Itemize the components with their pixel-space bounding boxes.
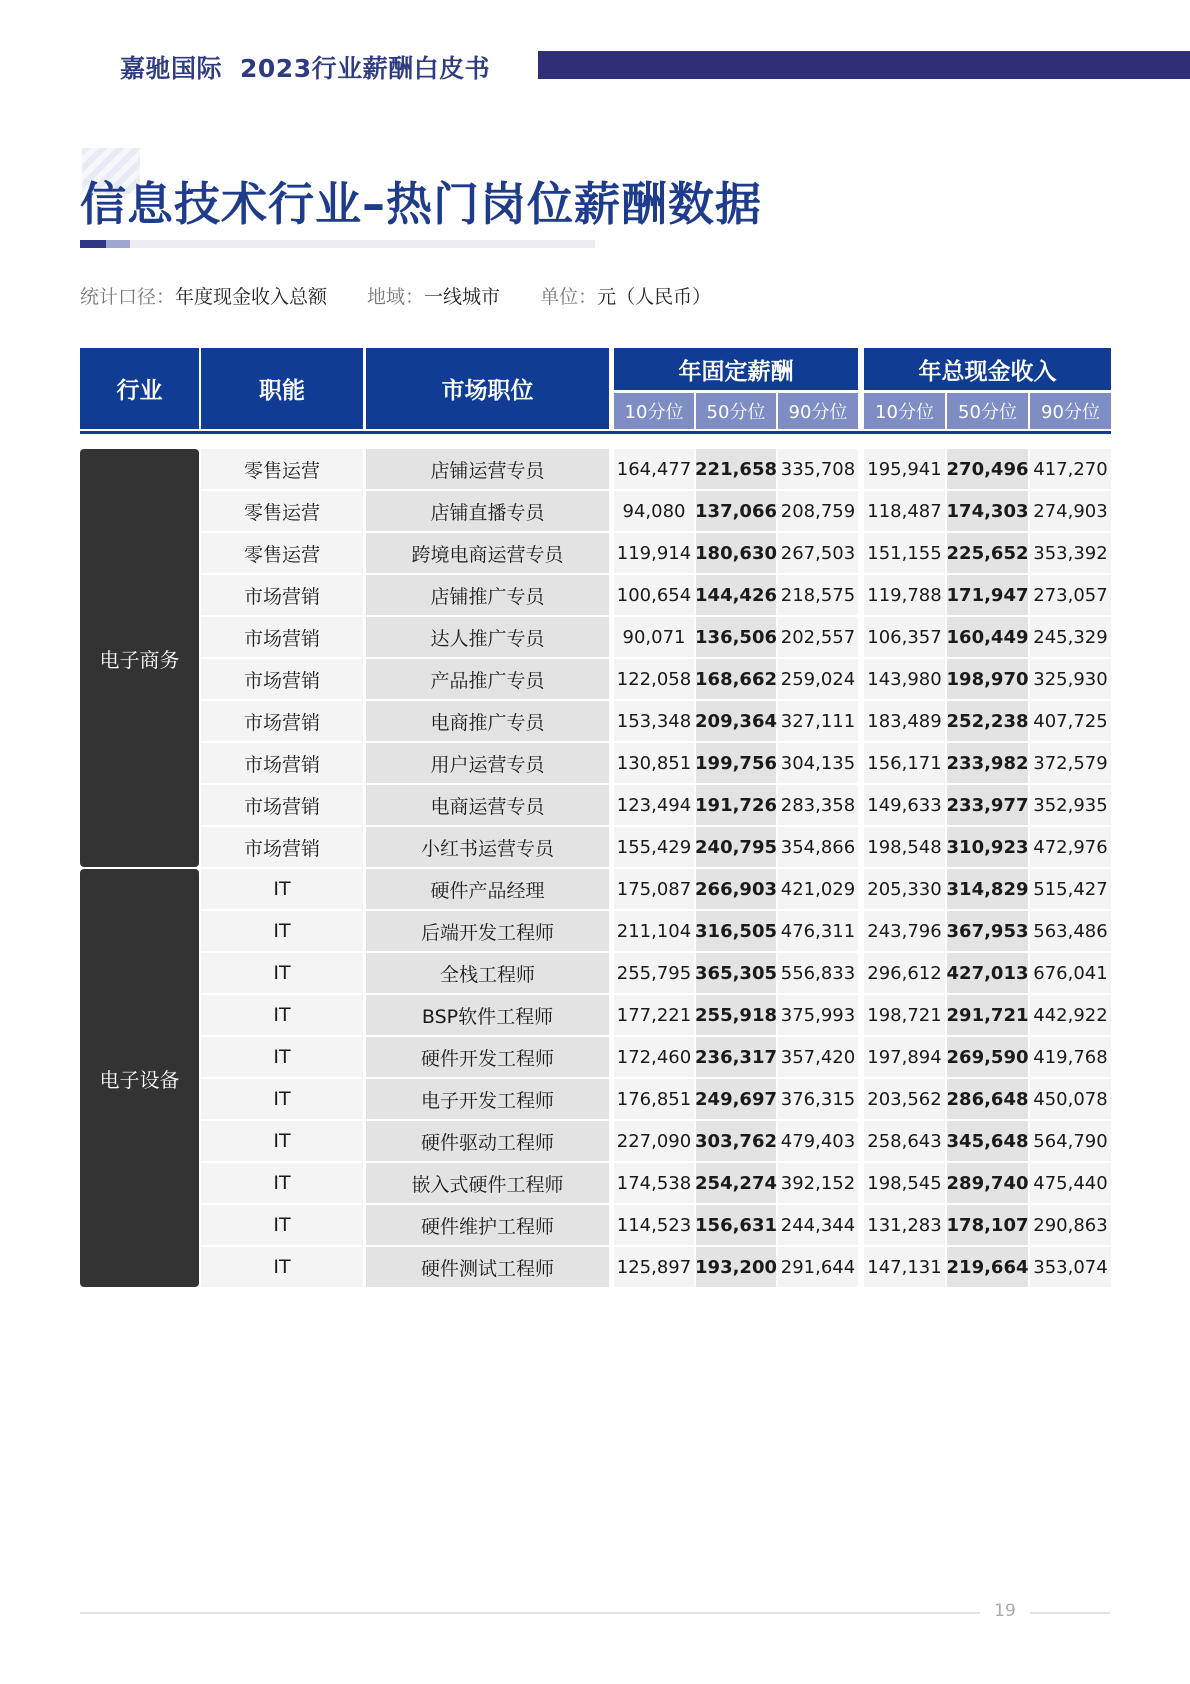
value-cell-total-p10: 143,980 — [864, 659, 945, 699]
value-cell-total-p50: 233,982 — [947, 743, 1028, 783]
col-header-fixed-p50: 50分位 — [696, 393, 776, 429]
value-cell-total-p50: 178,107 — [947, 1205, 1028, 1245]
value-cell-total-p50: 314,829 — [947, 869, 1028, 909]
value-cell-fixed-p10: 94,080 — [614, 491, 694, 531]
value-cell-fixed-p10: 172,460 — [614, 1037, 694, 1077]
report-header — [120, 47, 490, 87]
function-cell: IT — [201, 1121, 363, 1161]
value-cell-total-p10: 296,612 — [864, 953, 945, 993]
col-header-total-p50: 50分位 — [947, 393, 1028, 429]
value-cell-fixed-p10: 174,538 — [614, 1163, 694, 1203]
col-header-position: 市场职位 — [366, 348, 609, 429]
value-cell-total-p90: 352,935 — [1030, 785, 1111, 825]
value-cell-total-p10: 195,941 — [864, 449, 945, 489]
value-cell-total-p10: 198,721 — [864, 995, 945, 1035]
value-cell-fixed-p50: 266,903 — [696, 869, 776, 909]
value-cell-fixed-p50: 168,662 — [696, 659, 776, 699]
value-cell-fixed-p10: 114,523 — [614, 1205, 694, 1245]
value-cell-fixed-p90: 479,403 — [778, 1121, 858, 1161]
value-cell-total-p90: 563,486 — [1030, 911, 1111, 951]
function-cell: 零售运营 — [201, 449, 363, 489]
value-cell-fixed-p50: 136,506 — [696, 617, 776, 657]
value-cell-total-p10: 151,155 — [864, 533, 945, 573]
value-cell-total-p90: 417,270 — [1030, 449, 1111, 489]
value-cell-fixed-p90: 421,029 — [778, 869, 858, 909]
value-cell-total-p10: 243,796 — [864, 911, 945, 951]
value-cell-fixed-p10: 176,851 — [614, 1079, 694, 1119]
value-cell-total-p90: 353,392 — [1030, 533, 1111, 573]
value-cell-total-p10: 147,131 — [864, 1247, 945, 1287]
value-cell-fixed-p50: 255,918 — [696, 995, 776, 1035]
value-cell-fixed-p50: 303,762 — [696, 1121, 776, 1161]
col-header-fixed-p10: 10分位 — [614, 393, 694, 429]
value-cell-fixed-p90: 202,557 — [778, 617, 858, 657]
function-cell: 市场营销 — [201, 743, 363, 783]
function-cell: IT — [201, 995, 363, 1035]
position-cell: 全栈工程师 — [366, 953, 609, 993]
value-cell-total-p10: 198,545 — [864, 1163, 945, 1203]
function-cell: 市场营销 — [201, 827, 363, 867]
position-cell: 达人推广专员 — [366, 617, 609, 657]
value-cell-total-p10: 156,171 — [864, 743, 945, 783]
header-bar — [538, 51, 1190, 79]
value-cell-total-p90: 472,976 — [1030, 827, 1111, 867]
value-cell-total-p10: 183,489 — [864, 701, 945, 741]
value-cell-total-p10: 106,357 — [864, 617, 945, 657]
function-cell: 零售运营 — [201, 491, 363, 531]
value-cell-fixed-p10: 175,087 — [614, 869, 694, 909]
value-cell-fixed-p50: 156,631 — [696, 1205, 776, 1245]
value-cell-fixed-p10: 125,897 — [614, 1247, 694, 1287]
position-cell: 电商运营专员 — [366, 785, 609, 825]
position-cell: 店铺直播专员 — [366, 491, 609, 531]
value-cell-fixed-p90: 291,644 — [778, 1247, 858, 1287]
value-cell-fixed-p10: 177,221 — [614, 995, 694, 1035]
value-cell-total-p90: 290,863 — [1030, 1205, 1111, 1245]
position-cell: 硬件开发工程师 — [366, 1037, 609, 1077]
page-title: 信息技术行业–热门岗位薪酬数据 — [80, 177, 762, 231]
value-cell-total-p90: 450,078 — [1030, 1079, 1111, 1119]
function-cell: IT — [201, 869, 363, 909]
value-cell-total-p50: 174,303 — [947, 491, 1028, 531]
position-cell: BSP软件工程师 — [366, 995, 609, 1035]
industry-cell: 电子设备 — [80, 869, 199, 1287]
value-cell-fixed-p50: 249,697 — [696, 1079, 776, 1119]
position-cell: 嵌入式硬件工程师 — [366, 1163, 609, 1203]
function-cell: 市场营销 — [201, 575, 363, 615]
position-cell: 跨境电商运营专员 — [366, 533, 609, 573]
value-cell-fixed-p50: 199,756 — [696, 743, 776, 783]
function-cell: IT — [201, 1247, 363, 1287]
value-cell-total-p50: 310,923 — [947, 827, 1028, 867]
value-cell-total-p90: 515,427 — [1030, 869, 1111, 909]
position-cell: 用户运营专员 — [366, 743, 609, 783]
value-cell-total-p50: 252,238 — [947, 701, 1028, 741]
value-cell-fixed-p90: 218,575 — [778, 575, 858, 615]
value-cell-fixed-p50: 365,305 — [696, 953, 776, 993]
value-cell-fixed-p50: 137,066 — [696, 491, 776, 531]
value-cell-fixed-p90: 357,420 — [778, 1037, 858, 1077]
col-group-fixed-salary: 年固定薪酬 — [614, 348, 858, 390]
page-number: 19 — [994, 1601, 1016, 1621]
position-cell: 硬件驱动工程师 — [366, 1121, 609, 1161]
value-cell-total-p90: 442,922 — [1030, 995, 1111, 1035]
value-cell-total-p10: 258,643 — [864, 1121, 945, 1161]
col-header-total-p10: 10分位 — [864, 393, 945, 429]
value-cell-fixed-p50: 254,274 — [696, 1163, 776, 1203]
value-cell-fixed-p90: 392,152 — [778, 1163, 858, 1203]
value-cell-fixed-p90: 354,866 — [778, 827, 858, 867]
function-cell: 市场营销 — [201, 617, 363, 657]
value-cell-fixed-p90: 476,311 — [778, 911, 858, 951]
value-cell-total-p50: 286,648 — [947, 1079, 1028, 1119]
position-cell: 硬件测试工程师 — [366, 1247, 609, 1287]
value-cell-total-p10: 203,562 — [864, 1079, 945, 1119]
value-cell-fixed-p50: 316,505 — [696, 911, 776, 951]
value-cell-total-p50: 289,740 — [947, 1163, 1028, 1203]
col-header-function: 职能 — [201, 348, 363, 429]
value-cell-fixed-p90: 208,759 — [778, 491, 858, 531]
value-cell-fixed-p10: 211,104 — [614, 911, 694, 951]
value-cell-total-p90: 419,768 — [1030, 1037, 1111, 1077]
position-cell: 小红书运营专员 — [366, 827, 609, 867]
value-cell-fixed-p10: 164,477 — [614, 449, 694, 489]
value-cell-fixed-p50: 191,726 — [696, 785, 776, 825]
value-cell-fixed-p90: 244,344 — [778, 1205, 858, 1245]
footer-rule-left — [80, 1612, 980, 1614]
value-cell-fixed-p90: 376,315 — [778, 1079, 858, 1119]
meta-unit: 单位：元（人民币） — [540, 286, 712, 308]
value-cell-total-p90: 245,329 — [1030, 617, 1111, 657]
meta-line — [80, 282, 711, 309]
value-cell-total-p90: 325,930 — [1030, 659, 1111, 699]
footer-rule-right — [1030, 1612, 1110, 1614]
function-cell: IT — [201, 1079, 363, 1119]
underline-accent-dark — [80, 240, 106, 248]
position-cell: 硬件维护工程师 — [366, 1205, 609, 1245]
position-cell: 店铺推广专员 — [366, 575, 609, 615]
report-name: 2023行业薪酬白皮书 — [240, 54, 491, 83]
value-cell-fixed-p10: 122,058 — [614, 659, 694, 699]
value-cell-total-p50: 219,664 — [947, 1247, 1028, 1287]
value-cell-fixed-p10: 123,494 — [614, 785, 694, 825]
value-cell-total-p10: 198,548 — [864, 827, 945, 867]
position-cell: 电子开发工程师 — [366, 1079, 609, 1119]
meta-region: 地域：一线城市 — [367, 286, 501, 308]
value-cell-total-p10: 119,788 — [864, 575, 945, 615]
value-cell-total-p90: 273,057 — [1030, 575, 1111, 615]
value-cell-fixed-p50: 240,795 — [696, 827, 776, 867]
value-cell-total-p50: 198,970 — [947, 659, 1028, 699]
value-cell-total-p50: 160,449 — [947, 617, 1028, 657]
value-cell-fixed-p90: 335,708 — [778, 449, 858, 489]
value-cell-total-p50: 171,947 — [947, 575, 1028, 615]
value-cell-fixed-p50: 209,364 — [696, 701, 776, 741]
function-cell: IT — [201, 1037, 363, 1077]
function-cell: 市场营销 — [201, 785, 363, 825]
value-cell-total-p50: 225,652 — [947, 533, 1028, 573]
function-cell: IT — [201, 1205, 363, 1245]
value-cell-total-p50: 233,977 — [947, 785, 1028, 825]
value-cell-fixed-p90: 267,503 — [778, 533, 858, 573]
brand-name: 嘉驰国际 — [120, 54, 223, 83]
position-cell: 后端开发工程师 — [366, 911, 609, 951]
value-cell-fixed-p50: 180,630 — [696, 533, 776, 573]
function-cell: IT — [201, 953, 363, 993]
function-cell: IT — [201, 1163, 363, 1203]
value-cell-fixed-p90: 556,833 — [778, 953, 858, 993]
value-cell-fixed-p10: 155,429 — [614, 827, 694, 867]
industry-cell: 电子商务 — [80, 449, 199, 867]
value-cell-total-p90: 475,440 — [1030, 1163, 1111, 1203]
value-cell-fixed-p10: 119,914 — [614, 533, 694, 573]
value-cell-total-p50: 345,648 — [947, 1121, 1028, 1161]
value-cell-fixed-p90: 304,135 — [778, 743, 858, 783]
value-cell-fixed-p50: 193,200 — [696, 1247, 776, 1287]
value-cell-total-p10: 131,283 — [864, 1205, 945, 1245]
col-header-fixed-p90: 90分位 — [778, 393, 858, 429]
function-cell: 市场营销 — [201, 659, 363, 699]
value-cell-fixed-p10: 90,071 — [614, 617, 694, 657]
position-cell: 硬件产品经理 — [366, 869, 609, 909]
value-cell-total-p90: 564,790 — [1030, 1121, 1111, 1161]
value-cell-fixed-p50: 144,426 — [696, 575, 776, 615]
position-cell: 店铺运营专员 — [366, 449, 609, 489]
value-cell-fixed-p90: 327,111 — [778, 701, 858, 741]
value-cell-fixed-p50: 236,317 — [696, 1037, 776, 1077]
value-cell-total-p50: 367,953 — [947, 911, 1028, 951]
value-cell-total-p90: 353,074 — [1030, 1247, 1111, 1287]
col-header-total-p90: 90分位 — [1030, 393, 1111, 429]
value-cell-total-p10: 205,330 — [864, 869, 945, 909]
value-cell-total-p90: 372,579 — [1030, 743, 1111, 783]
value-cell-total-p50: 291,721 — [947, 995, 1028, 1035]
value-cell-total-p90: 676,041 — [1030, 953, 1111, 993]
value-cell-fixed-p10: 153,348 — [614, 701, 694, 741]
position-cell: 电商推广专员 — [366, 701, 609, 741]
value-cell-total-p10: 197,894 — [864, 1037, 945, 1077]
col-header-industry: 行业 — [80, 348, 199, 429]
value-cell-fixed-p10: 130,851 — [614, 743, 694, 783]
function-cell: 零售运营 — [201, 533, 363, 573]
value-cell-total-p90: 407,725 — [1030, 701, 1111, 741]
value-cell-total-p50: 270,496 — [947, 449, 1028, 489]
function-cell: 市场营销 — [201, 701, 363, 741]
title-underline — [80, 240, 595, 248]
value-cell-fixed-p50: 221,658 — [696, 449, 776, 489]
meta-scope: 统计口径：年度现金收入总额 — [80, 286, 328, 308]
position-cell: 产品推广专员 — [366, 659, 609, 699]
value-cell-fixed-p90: 375,993 — [778, 995, 858, 1035]
value-cell-fixed-p10: 255,795 — [614, 953, 694, 993]
value-cell-total-p50: 427,013 — [947, 953, 1028, 993]
value-cell-total-p50: 269,590 — [947, 1037, 1028, 1077]
function-cell: IT — [201, 911, 363, 951]
header-rule — [80, 431, 1111, 434]
value-cell-fixed-p90: 283,358 — [778, 785, 858, 825]
value-cell-total-p10: 118,487 — [864, 491, 945, 531]
value-cell-fixed-p10: 100,654 — [614, 575, 694, 615]
value-cell-fixed-p10: 227,090 — [614, 1121, 694, 1161]
value-cell-total-p10: 149,633 — [864, 785, 945, 825]
value-cell-total-p90: 274,903 — [1030, 491, 1111, 531]
col-group-total-cash: 年总现金收入 — [864, 348, 1111, 390]
value-cell-fixed-p90: 259,024 — [778, 659, 858, 699]
underline-accent-light — [106, 240, 130, 248]
